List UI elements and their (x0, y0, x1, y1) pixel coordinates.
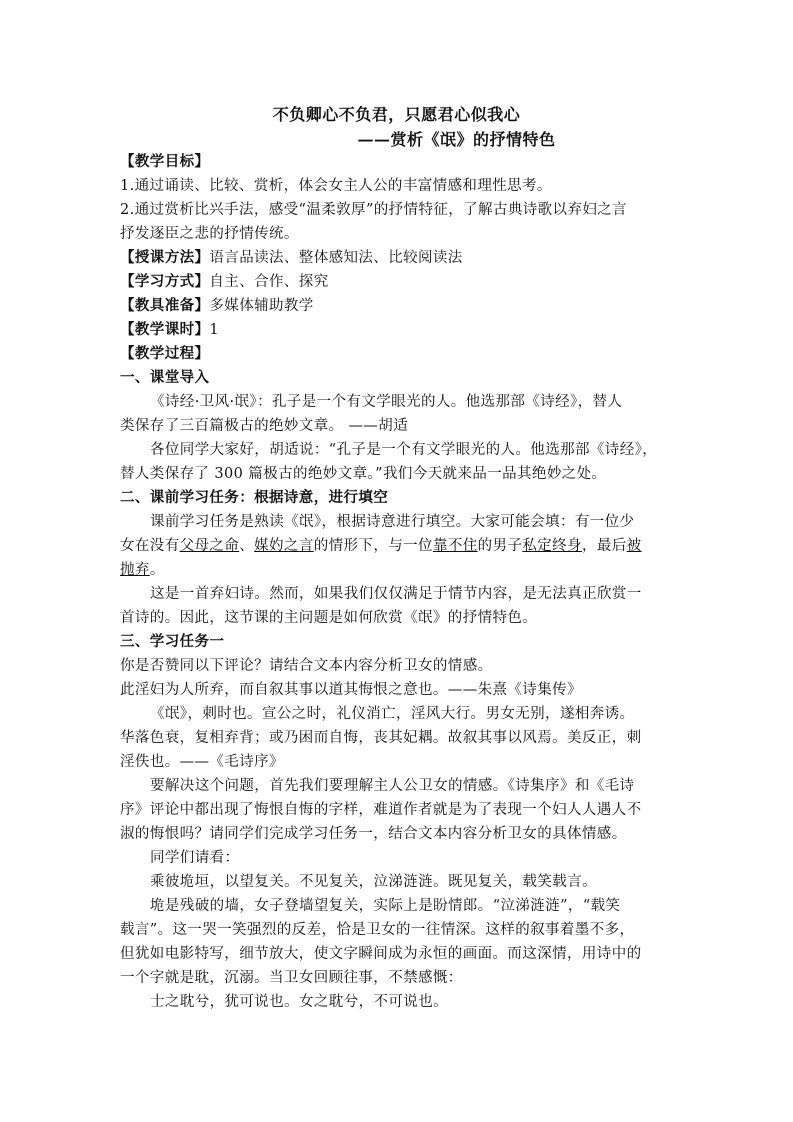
page-title: 不负卿心不负君，只愿君心似我心 (272, 105, 521, 124)
part3-heading: 三、学习任务一 (120, 633, 225, 650)
part3-para4-line-1: 垝是残破的墙，女子登墙望复关，实际上是盼情郎。“泣涕涟涟”，“载笑 (150, 898, 621, 914)
part2-heading: 二、课前学习任务：根据诗意，进行填空 (120, 489, 389, 506)
study-row (120, 270, 329, 294)
text-span: 、 (239, 538, 255, 554)
part3-poem-line-2: 士之耽兮，犹可说也。女之耽兮，不可说也。 (150, 994, 448, 1010)
text-span: 的男子 (477, 538, 523, 554)
part1-quote-line-1: 《诗经·卫风·氓》：孔子是一个有文学眼光的人。他选那部《诗经》，替人 (150, 394, 623, 410)
part1-quote-line-2: 类保存了三百篇极古的绝妙文章。 ——胡适 (120, 418, 409, 434)
underlined-answer: 父母之命 (179, 538, 240, 554)
part2-para1-line-3 (120, 558, 165, 582)
part3-quote-maoshi-line-3: 淫佚也。——《毛诗序》 (120, 754, 284, 770)
underlined-answer: 抛弃 (120, 562, 150, 578)
part1-heading: 一、课堂导入 (120, 369, 210, 386)
part3-para4-line-2: 载言”。这一哭一笑强烈的反差，恰是卫女的一往情深。这样的叙事着墨不多， (120, 922, 635, 938)
study-value: 自主、合作、探究 (209, 274, 329, 290)
part2-para2-line-1: 这是一首弃妇诗。然而，如果我们仅仅满足于情节内容，是无法真正欣赏一 (150, 586, 642, 602)
tools-value: 多媒体辅助教学 (209, 298, 314, 314)
method-value: 语言品读法、整体感知法、比较阅读法 (209, 250, 463, 266)
tools-label: 【教具准备】 (120, 297, 210, 314)
part3-para4-line-3: 但犹如电影特写，细节放大，使文字瞬间成为永恒的画面。而这深情，用诗中的 (120, 946, 642, 962)
method-row (120, 246, 463, 270)
text-span: ，最后 (581, 538, 627, 554)
hours-value: 1 (209, 322, 220, 338)
hours-label: 【教学课时】 (120, 321, 210, 338)
part2-para2-line-2: 首诗的。因此，这节课的主问题是如何欣赏《氓》的抒情特色。 (120, 610, 538, 626)
part3-para1-line-1: 要解决这个问题，首先我们要理解主人公卫女的情感。《诗集序》和《毛诗 (150, 778, 635, 794)
goal-heading: 【教学目标】 (120, 153, 210, 170)
part3-para1-line-2: 序》评论中都出现了悔恨自悔的字样，难道作者就是为了表现一个妇人人遇人不 (120, 802, 642, 818)
tools-row (120, 294, 314, 318)
page-subtitle: ——赏析《氓》的抒情特色 (357, 130, 556, 149)
hours-row (120, 318, 219, 342)
underlined-answer: 靠不住 (432, 538, 478, 554)
part3-quote-maoshi-line-2: 华落色衰，复相弃背；或乃困而自悔，丧其妃耦。故叙其事以风焉。美反正，刺 (120, 730, 642, 746)
study-label: 【学习方式】 (120, 273, 210, 290)
text-span: 女在没有 (120, 538, 180, 554)
part3-quote-maoshi-line-1: 《氓》，刺时也。宣公之时，礼仪消亡，淫风大行。男女无别，遂相奔诱。 (150, 706, 635, 722)
part3-quote-zhuxi: 此淫妇为人所弃，而自叙其事以道其悔恨之意也。——朱熹《诗集传》 (120, 682, 582, 698)
part3-para1-line-3: 淑的悔恨吗？请同学们完成学习任务一，结合文本内容分析卫女的具体情感。 (120, 826, 627, 842)
part3-poem-line: 乘彼垝垣，以望复关。不见复关，泣涕涟涟。既见复关，载笑载言。 (150, 874, 597, 890)
part2-para1-line-1: 课前学习任务是熟读《氓》，根据诗意进行填空。大家可能会填：有一位少 (150, 514, 635, 530)
part1-para-line-1: 各位同学大家好，胡适说：“孔子是一个有文学眼光的人。他选那部《诗经》， (150, 442, 658, 458)
goal-item-2-line-2: 抒发逐臣之悲的抒情传统。 (120, 226, 299, 242)
part3-question: 你是否赞同以下评论？请结合文本内容分析卫女的情感。 (120, 658, 493, 674)
text-span: 。 (149, 562, 165, 578)
underlined-answer: 私定终身 (522, 538, 582, 554)
text-span: 的情形下，与一位 (313, 538, 433, 554)
underlined-answer: 被 (626, 538, 642, 554)
method-label: 【授课方法】 (120, 249, 210, 266)
part3-para4-line-4: 一个字就是耽，沉溺。当卫女回顾往事，不禁感慨： (120, 970, 463, 986)
part1-para-line-2: 替人类保存了 300 篇极古的绝妙文章。”我们今天就来品一品其绝妙之处。 (120, 466, 607, 482)
goal-item-1: 1.通过诵读、比较、赏析，体会女主人公的丰富情感和理性思考。 (120, 178, 552, 194)
underlined-answer: 媒妁之言 (254, 538, 314, 554)
part3-para2: 同学们请看： (150, 850, 240, 866)
process-heading: 【教学过程】 (120, 345, 210, 362)
goal-item-2-line-1: 2.通过赏析比兴手法，感受“温柔敦厚”的抒情特征，了解古典诗歌以弃妇之言 (120, 202, 628, 218)
part2-para1-line-2 (120, 534, 642, 558)
